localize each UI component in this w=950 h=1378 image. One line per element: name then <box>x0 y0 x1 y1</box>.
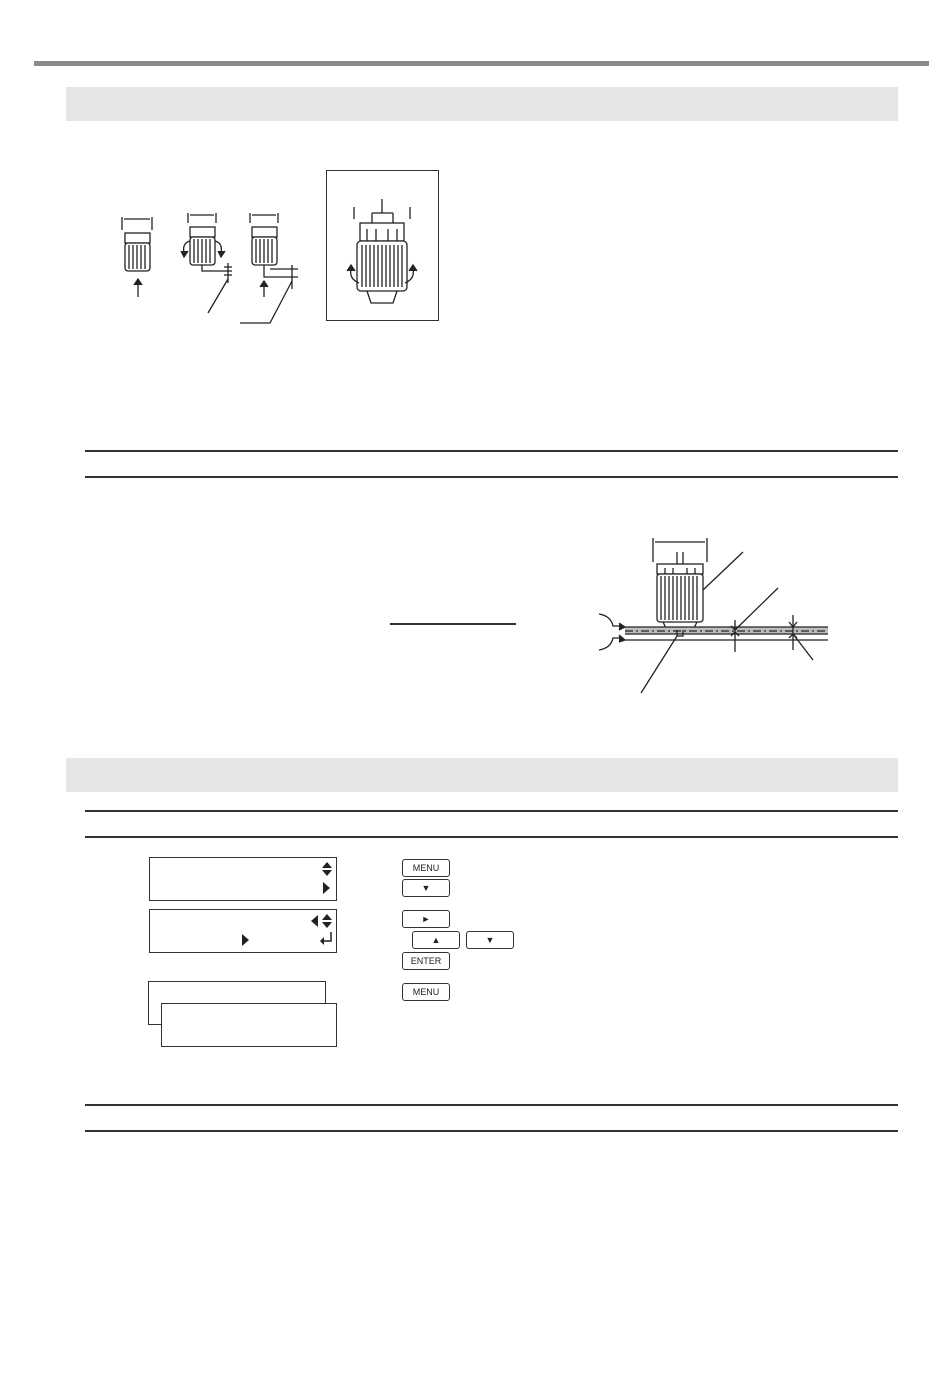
lcd-display-3-front <box>161 1003 337 1047</box>
menu-key[interactable] <box>402 859 450 877</box>
updown-arrow-icon <box>322 914 332 928</box>
menu-key-2-label: MENU <box>412 987 440 997</box>
formula-fraction-line <box>390 623 516 625</box>
down-key-label: ▼ <box>421 883 431 893</box>
blade-depth-cross-section-figure <box>595 530 835 705</box>
down-key-2[interactable] <box>466 931 514 949</box>
subheading-rule-bottom-3 <box>85 1130 898 1132</box>
section-header-band <box>66 87 898 121</box>
up-key[interactable] <box>412 931 460 949</box>
section-header-band-2 <box>66 758 898 792</box>
blade-holder-3 <box>240 213 298 323</box>
updown-arrow-icon <box>322 862 332 876</box>
down-key-2-label: ▼ <box>485 935 495 945</box>
right-key[interactable] <box>402 910 450 928</box>
menu-key-2[interactable] <box>402 983 450 1001</box>
enter-key-label: ENTER <box>410 956 442 966</box>
up-key-label: ▲ <box>431 935 441 945</box>
subheading-rule-top <box>85 450 898 452</box>
subheading-rule-bottom-2 <box>85 836 898 838</box>
blade-holder-closeup-frame <box>326 170 439 321</box>
left-arrow-icon <box>311 915 318 927</box>
subheading-rule-top-3 <box>85 1104 898 1106</box>
blade-holder-2 <box>181 213 232 313</box>
enter-key[interactable] <box>402 952 450 970</box>
page-top-bar <box>34 61 929 66</box>
menu-key-label: MENU <box>412 863 440 873</box>
blade-holder-closeup-figure <box>327 171 437 319</box>
lcd-display-1 <box>149 857 337 901</box>
subheading-rule-bottom <box>85 476 898 478</box>
blade-holder-1 <box>122 217 152 297</box>
down-key[interactable] <box>402 879 450 897</box>
right-arrow-icon <box>242 934 249 946</box>
blade-holder-adjust-figure <box>100 205 320 335</box>
enter-return-icon <box>320 932 332 946</box>
right-arrow-icon <box>323 882 330 894</box>
lcd-display-2 <box>149 909 337 953</box>
subheading-rule-top-2 <box>85 810 898 812</box>
right-key-label: ► <box>421 914 431 924</box>
